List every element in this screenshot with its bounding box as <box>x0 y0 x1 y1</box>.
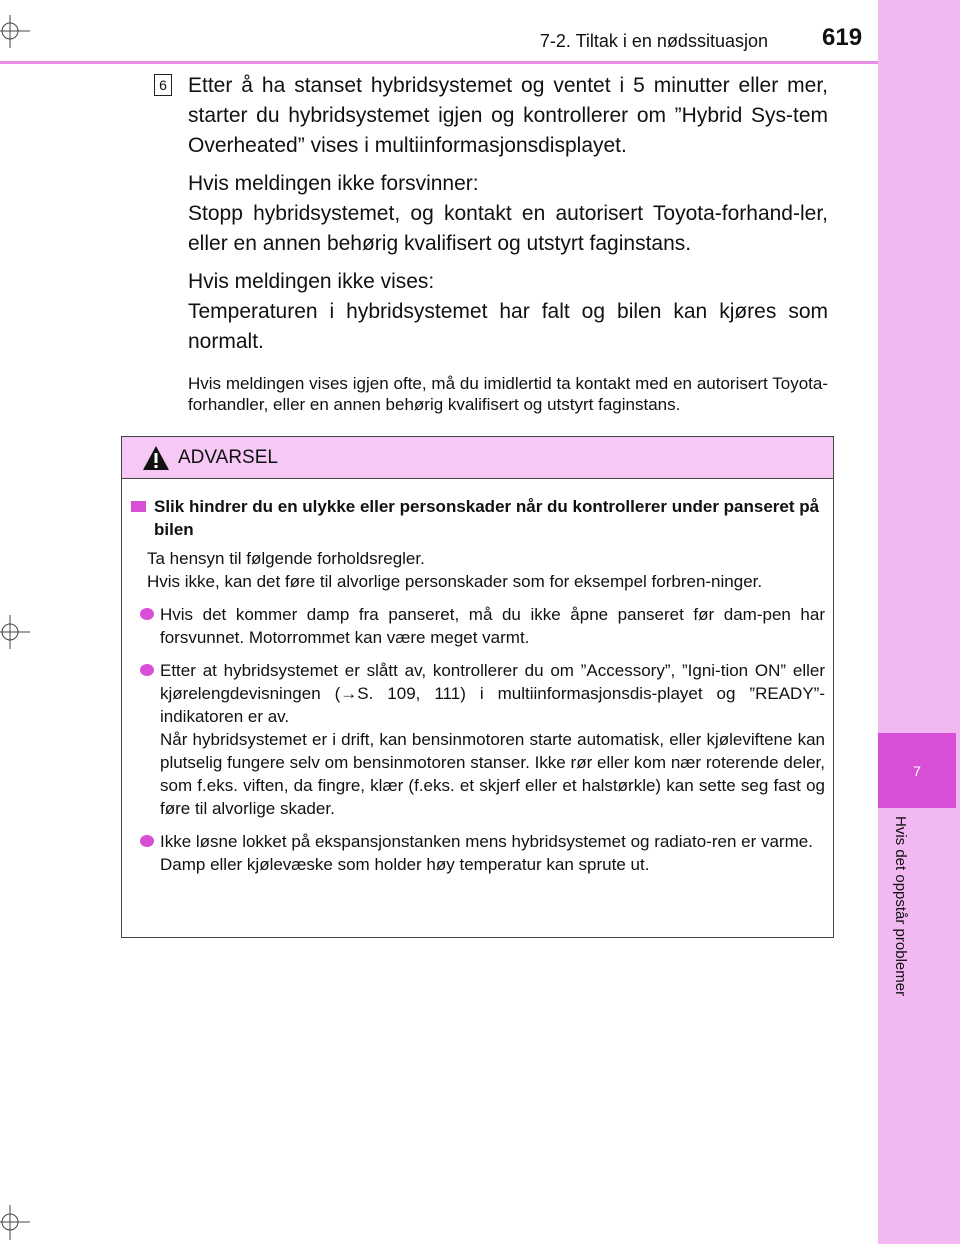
warning-intro-line: Ta hensyn til følgende forholdsregler. <box>147 549 425 568</box>
warning-bullet <box>131 659 825 820</box>
circle-bullet-icon <box>140 835 154 847</box>
crop-mark-bottom-left <box>0 1200 40 1244</box>
header-rule <box>0 61 878 64</box>
square-bullet-icon <box>131 501 146 512</box>
section-title: 7-2. Tiltak i en nødssituasjon <box>539 31 768 51</box>
chapter-sidebar <box>878 0 960 1244</box>
bullet-line: Når hybridsystemet er i drift, kan bensinmotoren starte automatisk, eller kjøleviftene kan plutselig fungere selv om bensinmotoren stanser. Ikke rør eller kom nær roterende deler, som f.eks. viften, da fingre, klær (f.eks. et skjerf eller et halstørkle) kan sette seg fast og føre til alvorlige skader. <box>160 730 825 818</box>
step-paragraph: Hvis meldingen ikke vises: <box>188 270 435 293</box>
step-paragraph: Etter å ha stanset hybridsystemet og ventet i 5 minutter eller mer, starter du hybridsystemet igjen og kontrollerer om ”Hybrid Sys-tem Overheated” vises i multiinformasjonsdisplayet. <box>188 74 828 157</box>
bullet-line: Hvis det kommer damp fra panseret, må du ikke åpne panseret før dam-pen har forsvunnet. Motorrommet kan være meget varmt. <box>160 605 825 647</box>
warning-bullet-text <box>160 830 813 876</box>
warning-label: ADVARSEL <box>178 446 278 468</box>
circle-bullet-icon <box>140 608 154 620</box>
step-paragraph: Hvis meldingen ikke forsvinner: <box>188 172 479 195</box>
warning-body <box>122 479 833 876</box>
step-paragraph: Temperaturen i hybridsystemet har falt og bilen kan kjøres som normalt. <box>188 300 828 353</box>
chapter-title: Hvis det oppstår problemer <box>892 816 909 997</box>
bullet-line: Ikke løsne lokket på ekspansjonstanken mens hybridsystemet og radiato-ren er varme. <box>160 832 813 851</box>
warning-title-text: Slik hindrer du en ulykke eller personskader når du kontrollerer under panseret på bilen <box>154 497 820 539</box>
warning-intro-line: Hvis ikke, kan det føre til alvorlige personskader som for eksempel forbren-ninger. <box>147 572 763 591</box>
warning-bullet-text <box>160 659 825 820</box>
warning-intro <box>131 547 825 593</box>
warning-triangle-icon <box>142 445 170 471</box>
bullet-line: Damp eller kjølevæske som holder høy temperatur kan sprute ut. <box>160 855 650 874</box>
warning-header <box>122 437 833 479</box>
page-number: 619 <box>822 24 863 51</box>
warning-title <box>131 495 825 541</box>
step-paragraph: Stopp hybridsystemet, og kontakt en autorisert Toyota-forhand-ler, eller en annen behørig kvalifisert og utstyrt faginstans. <box>188 202 828 255</box>
warning-bullet <box>131 603 825 649</box>
warning-bullet-text <box>160 603 825 649</box>
step-badge: 6 <box>154 74 172 96</box>
crop-mark-top-left <box>0 0 40 50</box>
step-content <box>188 71 828 423</box>
circle-bullet-icon <box>140 664 154 676</box>
bullet-line: Etter at hybridsystemet er slått av, kontrollerer du om ”Accessory”, ”Igni-tion ON” eller kjørelengdevisningen (→S. 109, 111) i multiinformasjonsdis-playet og ”READY”-indikatoren er av. <box>160 661 825 726</box>
chapter-number-tab: 7 <box>878 733 956 808</box>
warning-box <box>121 436 834 938</box>
step-note: Hvis meldingen vises igjen ofte, må du imidlertid ta kontakt med en autorisert Toyota-forhandler, eller en annen behørig kvalifisert og utstyrt faginstans. <box>188 374 828 414</box>
warning-bullet <box>131 830 825 876</box>
crop-mark-mid-left <box>0 612 40 652</box>
